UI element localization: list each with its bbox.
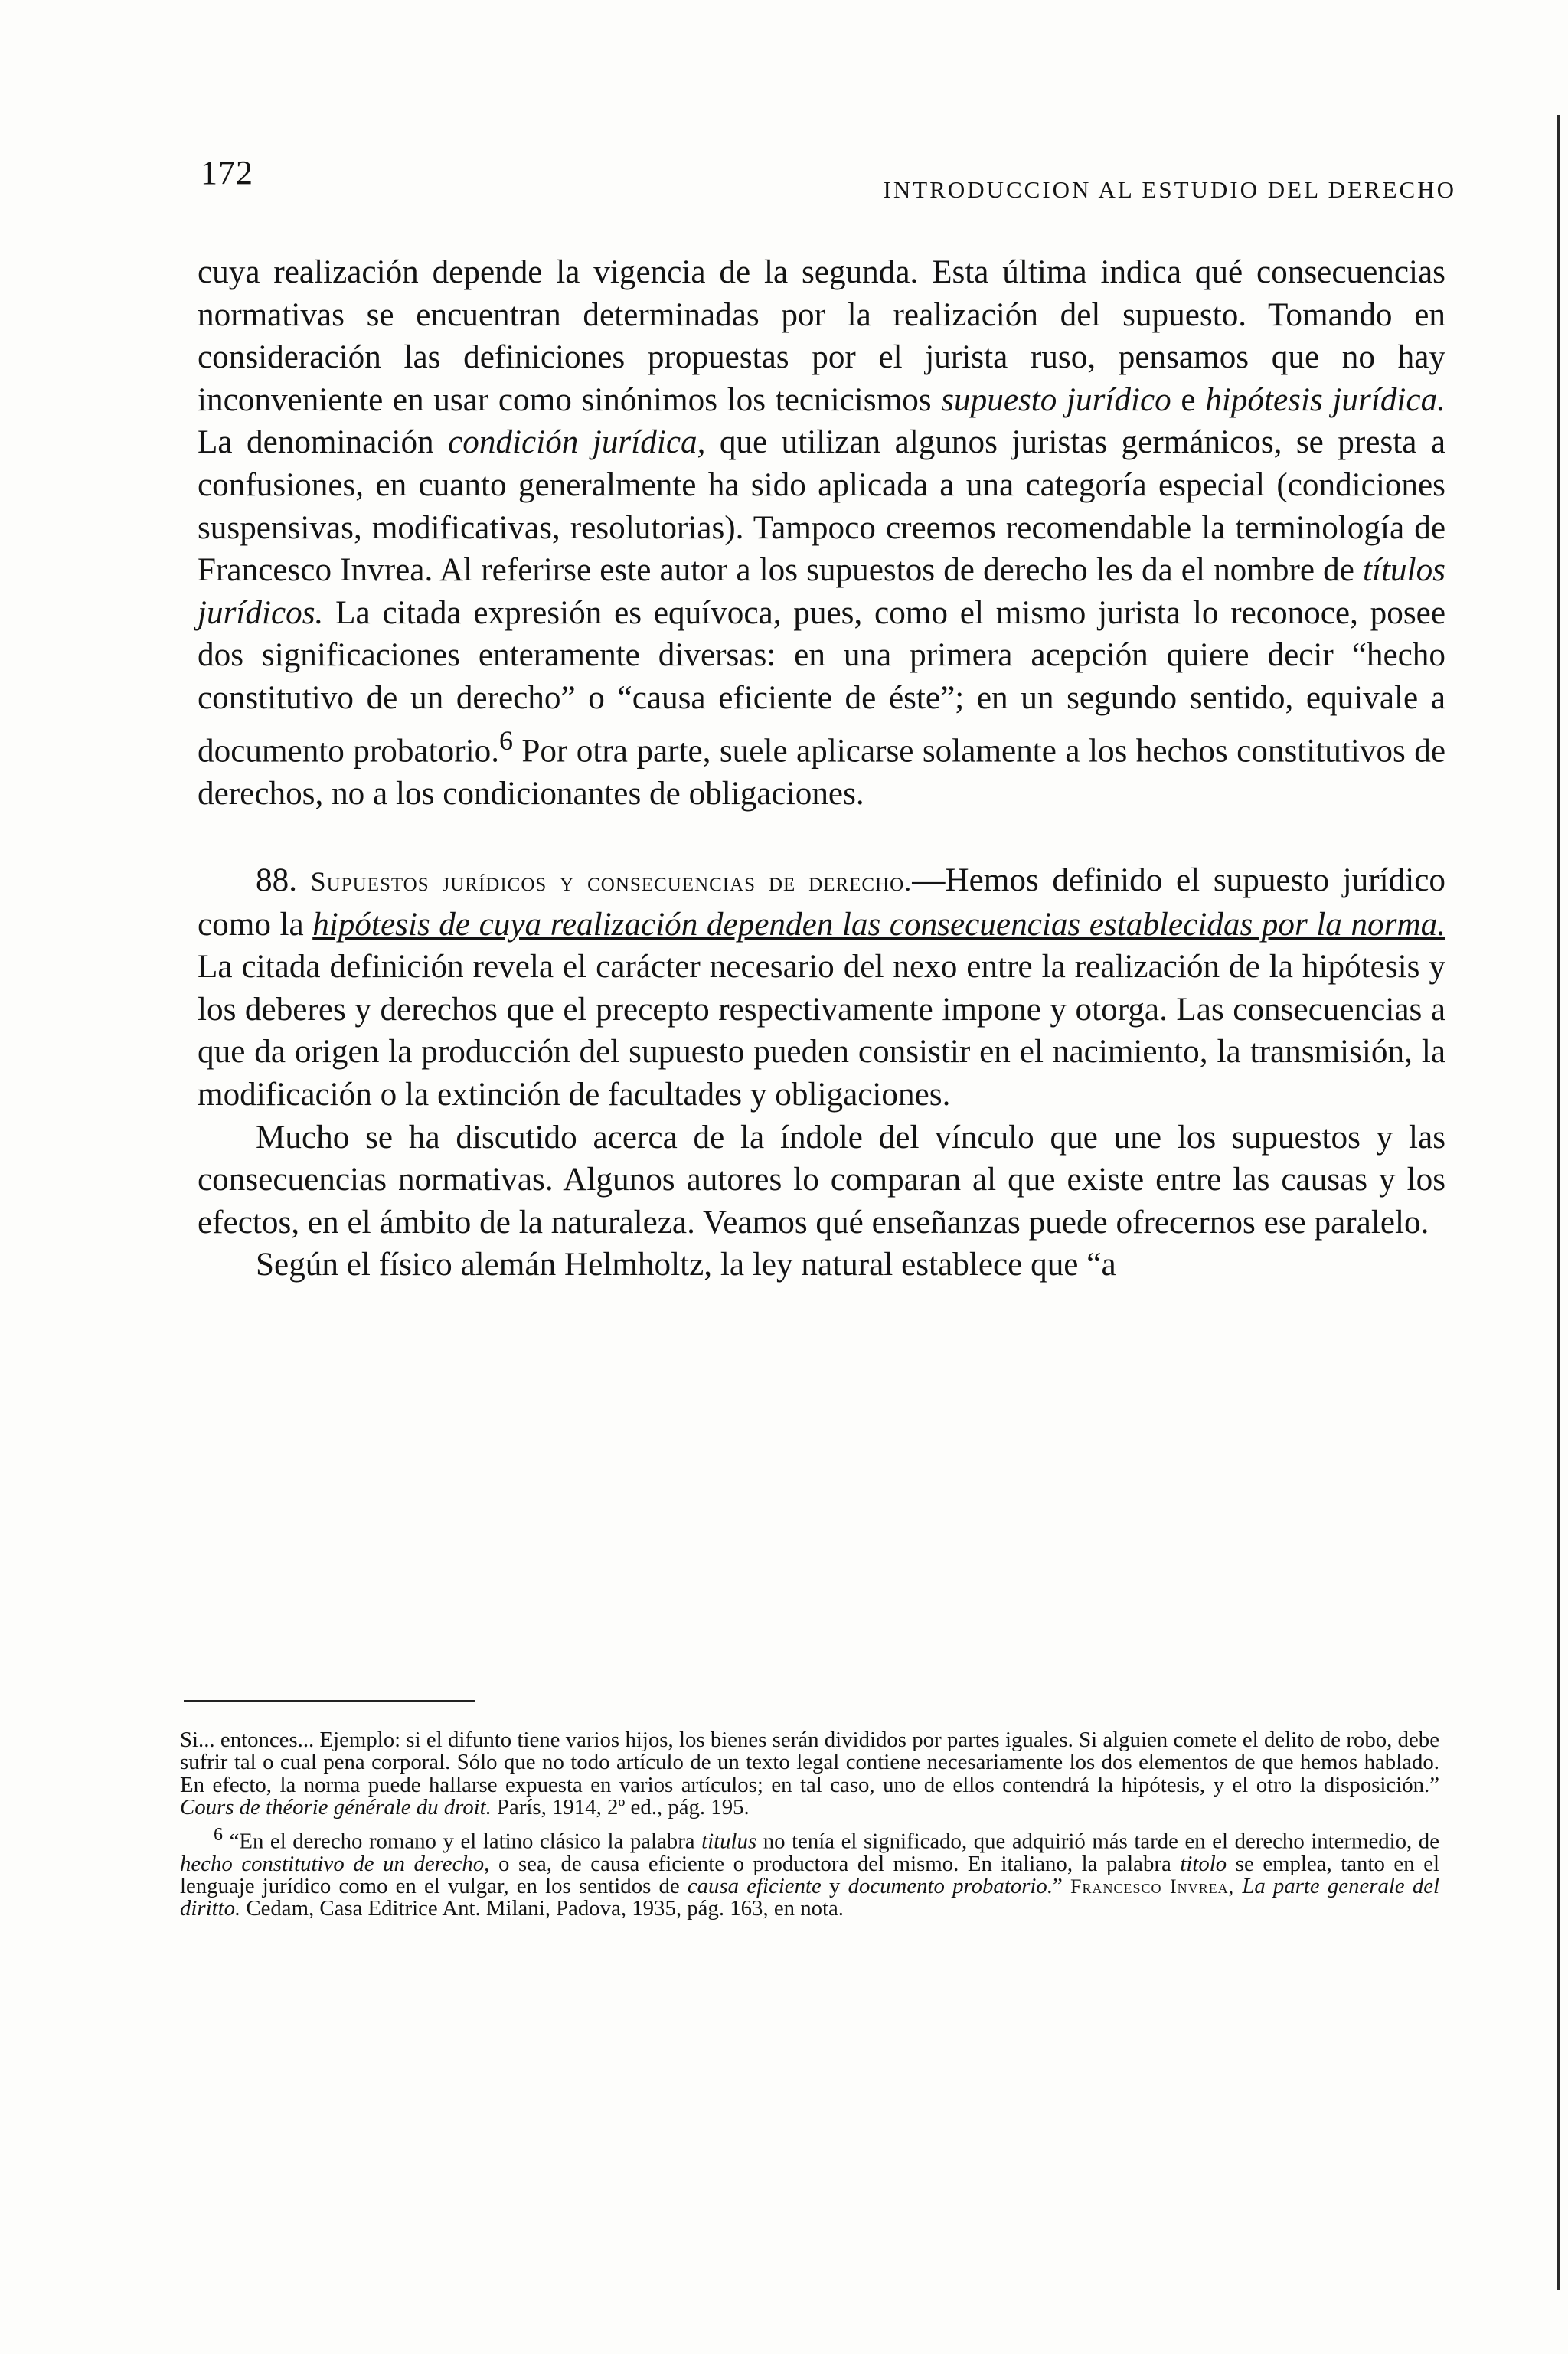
text-run: La citada expresión es equívoca, pues, como el mismo jurista lo reconoce, posee dos significaciones enteramente diversas: en una primera acepción quiere decir “hecho constitutivo de un derecho” o “causa eficiente de éste”; en un segundo sentido, equivale a documento probatorio. — [198, 594, 1446, 769]
italic-term: supuesto jurídico — [941, 381, 1171, 418]
page-header — [201, 153, 1456, 207]
text-run: no tenía el significado, que adquirió más tarde en el derecho intermedio, de — [756, 1829, 1439, 1854]
italic-title: La parte generale del diritto. — [180, 1874, 1440, 1921]
italic-term: titulus — [701, 1829, 757, 1854]
page-number: 172 — [201, 154, 253, 191]
text-run: que utilizan algunos juristas germánicos, se presta a confusiones, en cuanto generalmente ha sido aplicada a una categoría especial (condiciones suspensivas, modificativas, resolutorias). Tampoco creemos recomendable la terminología de Francesco Invrea. Al referirse este autor a los supuestos de derecho les da el nombre de — [198, 424, 1446, 589]
text-run: Por otra parte, suele aplicarse solamente a los hechos constitutivos de derechos, no a los condicionantes de obligaciones. — [198, 732, 1446, 812]
text-run: se emplea, tanto en el lenguaje jurídico como en el vulgar, en los sentidos de — [180, 1851, 1439, 1899]
footnote-marker: 6 — [214, 1824, 223, 1845]
paragraph-4: Según el físico alemán Helmholtz, la ley natural establece que “a — [256, 1247, 1116, 1283]
text-run: —Hemos definido el supuesto jurídico como la — [198, 862, 1446, 943]
text-run: cuya realización depende la vigencia de la segunda. Esta última indica qué consecuencias normativas se encuentran determinadas por la realización del supuesto. Tomando en consideración las definiciones propuestas por el jurista ruso, pensamos que no hay inconveniente en usar como sinónimos los tecnicismos — [198, 254, 1446, 418]
italic-title: Cours de théorie générale du droit. — [180, 1795, 492, 1820]
italic-term: títulos jurídicos. — [198, 552, 1446, 631]
text-run: “En el derecho romano y el latino clásico la palabra — [223, 1829, 702, 1854]
footnote-5-continuation — [180, 1729, 1439, 1819]
text-run: ” — [1053, 1874, 1071, 1899]
text-run: e — [1171, 381, 1206, 418]
footnotes — [180, 1729, 1439, 1925]
scan-edge-line — [1557, 115, 1560, 2290]
italic-definition: hipótesis de cuya realización dependen las consecuencias establecidas por la norma. — [312, 906, 1446, 943]
italic-term: hipótesis jurídica. — [1205, 381, 1446, 418]
paragraph-3: Mucho se ha discutido acerca de la índole del vínculo que une los supuestos y las consecuencias normativas. Algunos autores lo comparan al que existe entre las causas y los efectos, en el ámbito de la naturaleza. Veamos qué enseñanzas puede ofrecernos ese paralelo. — [198, 1119, 1446, 1241]
text-run: Si... entonces... Ejemplo: si el difunto tiene varios hijos, los bienes serán divididos por partes iguales. Si alguien comete el delito de robo, debe sufrir tal o cual pena corporal. Sólo que no todo artículo de un texto legal contiene necesariamente los dos elementos de que hemos hablado. En efecto, la norma puede hallarse expuesta en varios artículos; en tal caso, uno de ellos contendrá la hipótesis, y el otro la disposición.” — [180, 1728, 1439, 1797]
running-head: INTRODUCCION AL ESTUDIO DEL DERECHO — [883, 176, 1456, 203]
text-run: y — [821, 1874, 848, 1899]
section-number: 88. — [256, 862, 297, 899]
footnote-ref[interactable]: 6 — [499, 724, 513, 756]
text-run — [1234, 1874, 1242, 1898]
main-text — [198, 251, 1446, 1287]
paragraph-1 — [198, 251, 1446, 815]
italic-term: condición jurídica, — [448, 424, 706, 461]
footnote-rule — [184, 1700, 475, 1702]
text-run: o sea, de causa eficiente o productora del mismo. En italiano, la palabra — [489, 1851, 1181, 1876]
footnote-6 — [180, 1824, 1439, 1921]
author-name: Francesco Invrea, — [1070, 1875, 1235, 1898]
text-run: La citada definición revela el carácter necesario del nexo entre la realización de la hipótesis y los deberes y derechos que el precepto respectivamente impone y otorga. Las consecuencias a que da origen la producción del supuesto pueden consistir en el nacimiento, la transmisión, la modificación o la extinción de facultades y obligaciones. — [198, 949, 1446, 1113]
text-run: Cedam, Casa Editrice Ant. Milani, Padova, 1935, pág. 163, en nota. — [240, 1896, 844, 1921]
section-title: Supuestos jurídicos y consecuencias de derecho. — [310, 866, 913, 897]
italic-term: titolo — [1180, 1851, 1227, 1876]
text-run: La denominación — [198, 424, 449, 461]
text-run: París, 1914, 2º ed., pág. 195. — [491, 1795, 750, 1820]
section-gap — [198, 815, 1446, 859]
italic-term: causa eficiente — [687, 1874, 822, 1899]
italic-term: documento probatorio. — [848, 1874, 1054, 1899]
italic-term: hecho constitutivo de un derecho, — [180, 1851, 490, 1876]
paragraph-2 — [198, 859, 1446, 1117]
